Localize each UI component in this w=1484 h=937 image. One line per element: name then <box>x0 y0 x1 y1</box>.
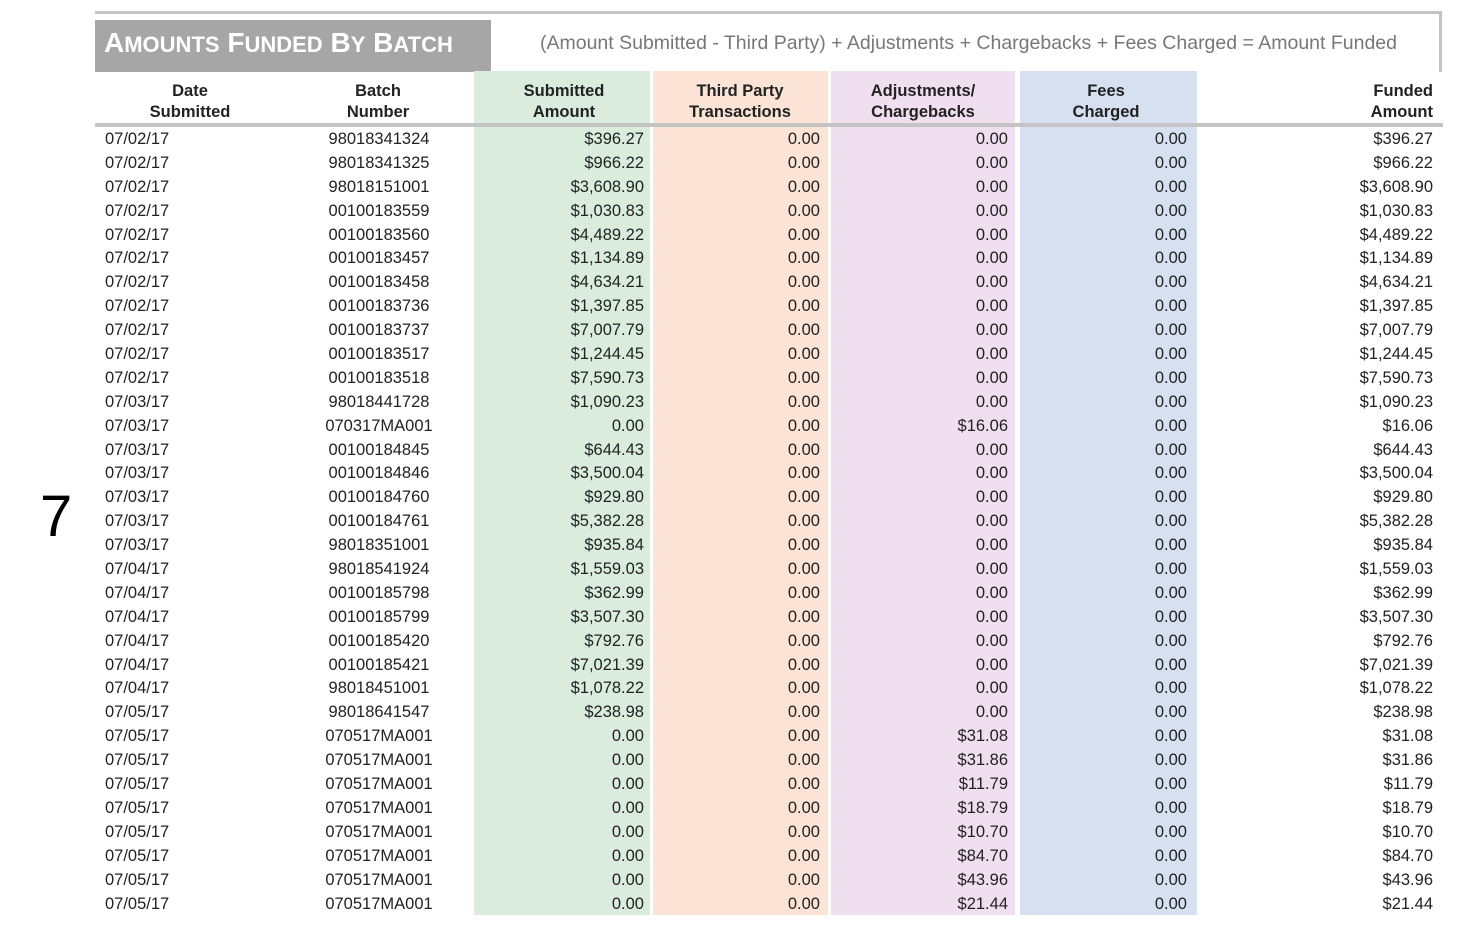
submitted-amount-cell: $7,007.79 <box>570 321 644 340</box>
funded-amount-cell: $7,590.73 <box>1359 368 1433 387</box>
funded-amount-cell: $1,090.23 <box>1359 392 1433 411</box>
funded-amount-cell: $929.80 <box>1373 488 1433 507</box>
date-cell: 07/02/17 <box>105 368 170 387</box>
header-divider <box>95 123 1443 127</box>
batch-number-cell: 00100185798 <box>328 583 430 602</box>
table-row <box>0 845 1484 869</box>
table-row <box>0 701 1484 725</box>
submitted-amount-cell: $4,489.22 <box>570 225 644 244</box>
report-title-text: AMOUNTS FUNDED BY BATCH <box>104 27 453 58</box>
adjustments-cell: 0.00 <box>975 583 1008 602</box>
adjustments-cell: $84.70 <box>957 846 1008 865</box>
submitted-amount-cell: $1,030.83 <box>570 201 644 220</box>
adjustments-cell: $21.44 <box>957 894 1008 913</box>
funded-amount-cell: $3,500.04 <box>1359 464 1433 483</box>
date-cell: 07/05/17 <box>105 822 170 841</box>
batch-number-cell: 98018151001 <box>328 177 430 196</box>
fees-cell: 0.00 <box>1154 536 1187 555</box>
fees-cell: 0.00 <box>1154 225 1187 244</box>
fees-cell: 0.00 <box>1154 321 1187 340</box>
table-row <box>0 224 1484 248</box>
table-row <box>0 749 1484 773</box>
third-party-cell: 0.00 <box>787 249 820 268</box>
date-cell: 07/05/17 <box>105 775 170 794</box>
table-row <box>0 797 1484 821</box>
submitted-amount-cell: $966.22 <box>584 153 644 172</box>
date-cell: 07/05/17 <box>105 870 170 889</box>
table-row <box>0 128 1484 152</box>
fees-cell: 0.00 <box>1154 130 1187 148</box>
date-cell: 07/05/17 <box>105 798 170 817</box>
date-cell: 07/05/17 <box>105 703 170 722</box>
table-row <box>0 677 1484 701</box>
adjustments-cell: 0.00 <box>975 249 1008 268</box>
date-cell: 07/03/17 <box>105 512 170 531</box>
fees-cell: 0.00 <box>1154 512 1187 531</box>
batch-number-cell: 00100184846 <box>328 464 430 483</box>
adjustments-cell: $16.06 <box>957 416 1008 435</box>
submitted-amount-cell: $1,397.85 <box>570 297 644 316</box>
submitted-amount-cell: $1,078.22 <box>570 679 644 698</box>
third-party-cell: 0.00 <box>787 631 820 650</box>
table-row <box>0 821 1484 845</box>
fees-cell: 0.00 <box>1154 583 1187 602</box>
submitted-amount-cell: $935.84 <box>584 536 644 555</box>
funded-amount-cell: $1,244.45 <box>1359 345 1433 364</box>
fees-cell: 0.00 <box>1154 846 1187 865</box>
submitted-amount-cell: $644.43 <box>584 440 644 459</box>
header-third-party <box>660 81 820 123</box>
funded-amount-cell: $935.84 <box>1373 536 1433 555</box>
submitted-amount-cell: 0.00 <box>611 870 644 889</box>
fees-cell: 0.00 <box>1154 679 1187 698</box>
third-party-cell: 0.00 <box>787 512 820 531</box>
fees-cell: 0.00 <box>1154 607 1187 626</box>
third-party-cell: 0.00 <box>787 488 820 507</box>
adjustments-cell: 0.00 <box>975 560 1008 579</box>
third-party-cell: 0.00 <box>787 130 820 148</box>
fees-cell: 0.00 <box>1154 870 1187 889</box>
table-row <box>0 439 1484 463</box>
submitted-amount-cell: $4,634.21 <box>570 273 644 292</box>
submitted-amount-cell: $3,507.30 <box>570 607 644 626</box>
funded-amount-cell: $16.06 <box>1382 416 1433 435</box>
date-cell: 07/05/17 <box>105 894 170 913</box>
funded-amount-cell: $3,608.90 <box>1359 177 1433 196</box>
batch-number-cell: 070517MA001 <box>325 798 433 817</box>
adjustments-cell: 0.00 <box>975 512 1008 531</box>
funded-amount-cell: $10.70 <box>1382 822 1433 841</box>
funded-amount-cell: $5,382.28 <box>1359 512 1433 531</box>
funded-amount-cell: $1,559.03 <box>1359 560 1433 579</box>
submitted-amount-cell: $3,608.90 <box>570 177 644 196</box>
third-party-cell: 0.00 <box>787 894 820 913</box>
third-party-cell: 0.00 <box>787 822 820 841</box>
third-party-cell: 0.00 <box>787 464 820 483</box>
funded-amount-cell: $238.98 <box>1373 703 1433 722</box>
adjustments-cell: 0.00 <box>975 130 1008 148</box>
batch-number-cell: 98018541924 <box>328 560 430 579</box>
adjustments-cell: 0.00 <box>975 440 1008 459</box>
adjustments-cell: 0.00 <box>975 536 1008 555</box>
fees-cell: 0.00 <box>1154 631 1187 650</box>
batch-number-cell: 00100184760 <box>328 488 430 507</box>
submitted-amount-cell: 0.00 <box>611 894 644 913</box>
batch-number-cell: 00100183559 <box>328 201 430 220</box>
adjustments-cell: 0.00 <box>975 631 1008 650</box>
adjustments-cell: $43.96 <box>957 870 1008 889</box>
fees-cell: 0.00 <box>1154 464 1187 483</box>
submitted-amount-cell: 0.00 <box>611 822 644 841</box>
header-funded-amount <box>1300 81 1433 123</box>
funded-amount-cell: $21.44 <box>1382 894 1433 913</box>
table-row <box>0 486 1484 510</box>
fees-cell: 0.00 <box>1154 703 1187 722</box>
third-party-cell: 0.00 <box>787 177 820 196</box>
funded-amount-cell: $31.08 <box>1382 727 1433 746</box>
header-adj-line2: Chargebacks <box>871 103 975 121</box>
third-party-cell: 0.00 <box>787 583 820 602</box>
third-party-cell: 0.00 <box>787 679 820 698</box>
header-adjustments <box>838 81 1008 123</box>
submitted-amount-cell: 0.00 <box>611 416 644 435</box>
funded-amount-cell: $7,007.79 <box>1359 321 1433 340</box>
batch-table-body <box>0 128 1484 916</box>
adjustments-cell: $31.08 <box>957 727 1008 746</box>
batch-number-cell: 070517MA001 <box>325 775 433 794</box>
adjustments-cell: 0.00 <box>975 392 1008 411</box>
fees-cell: 0.00 <box>1154 798 1187 817</box>
date-cell: 07/02/17 <box>105 273 170 292</box>
funded-amount-cell: $43.96 <box>1382 870 1433 889</box>
fees-cell: 0.00 <box>1154 727 1187 746</box>
date-cell: 07/04/17 <box>105 679 170 698</box>
header-submitted-line1: Submitted <box>523 82 605 100</box>
fees-cell: 0.00 <box>1154 440 1187 459</box>
header-submitted-amount <box>484 81 644 123</box>
fees-cell: 0.00 <box>1154 822 1187 841</box>
funded-amount-cell: $966.22 <box>1373 153 1433 172</box>
table-row <box>0 152 1484 176</box>
funding-formula: (Amount Submitted - Third Party) + Adjustments + Chargebacks + Fees Charged = Amount Funded <box>540 32 1398 54</box>
fees-cell: 0.00 <box>1154 751 1187 770</box>
batch-number-cell: 00100185421 <box>328 655 430 674</box>
submitted-amount-cell: $362.99 <box>584 583 644 602</box>
date-cell: 07/02/17 <box>105 249 170 268</box>
fees-cell: 0.00 <box>1154 416 1187 435</box>
funded-amount-cell: $1,078.22 <box>1359 679 1433 698</box>
header-date-line1: Date <box>172 82 208 100</box>
batch-number-cell: 98018341324 <box>328 130 430 148</box>
funded-amount-cell: $4,489.22 <box>1359 225 1433 244</box>
funded-amount-cell: $644.43 <box>1373 440 1433 459</box>
date-cell: 07/02/17 <box>105 345 170 364</box>
batch-number-cell: 98018441728 <box>328 392 430 411</box>
fees-cell: 0.00 <box>1154 894 1187 913</box>
funded-amount-cell: $1,030.83 <box>1359 201 1433 220</box>
table-row <box>0 343 1484 367</box>
submitted-amount-cell: 0.00 <box>611 846 644 865</box>
date-cell: 07/03/17 <box>105 536 170 555</box>
batch-number-cell: 00100183517 <box>328 345 430 364</box>
batch-number-cell: 00100184761 <box>328 512 430 531</box>
header-date-line2: Submitted <box>149 103 231 121</box>
fees-cell: 0.00 <box>1154 201 1187 220</box>
batch-number-cell: 00100184845 <box>328 440 430 459</box>
adjustments-cell: 0.00 <box>975 607 1008 626</box>
date-cell: 07/02/17 <box>105 130 170 148</box>
batch-number-cell: 98018351001 <box>328 536 430 555</box>
date-cell: 07/03/17 <box>105 416 170 435</box>
submitted-amount-cell: $1,559.03 <box>570 560 644 579</box>
table-row <box>0 893 1484 917</box>
adjustments-cell: 0.00 <box>975 703 1008 722</box>
date-cell: 07/03/17 <box>105 440 170 459</box>
submitted-amount-cell: $792.76 <box>584 631 644 650</box>
batch-number-cell: 98018341325 <box>328 153 430 172</box>
table-row <box>0 295 1484 319</box>
third-party-cell: 0.00 <box>787 273 820 292</box>
adjustments-cell: 0.00 <box>975 297 1008 316</box>
date-cell: 07/02/17 <box>105 153 170 172</box>
adjustments-cell: 0.00 <box>975 201 1008 220</box>
third-party-cell: 0.00 <box>787 392 820 411</box>
date-cell: 07/02/17 <box>105 177 170 196</box>
adjustments-cell: 0.00 <box>975 368 1008 387</box>
adjustments-cell: 0.00 <box>975 177 1008 196</box>
adjustments-cell: 0.00 <box>975 464 1008 483</box>
funded-amount-cell: $3,507.30 <box>1359 607 1433 626</box>
adjustments-cell: 0.00 <box>975 321 1008 340</box>
header-fees-line1: Fees <box>1087 82 1125 100</box>
fees-cell: 0.00 <box>1154 368 1187 387</box>
third-party-cell: 0.00 <box>787 703 820 722</box>
table-row <box>0 271 1484 295</box>
table-row <box>0 176 1484 200</box>
fees-cell: 0.00 <box>1154 345 1187 364</box>
table-row <box>0 630 1484 654</box>
batch-number-cell: 00100183457 <box>328 249 430 268</box>
table-row <box>0 367 1484 391</box>
date-cell: 07/03/17 <box>105 464 170 483</box>
header-funded-line2: Amount <box>1370 103 1433 121</box>
funded-amount-cell: $11.79 <box>1383 775 1433 794</box>
submitted-amount-cell: $5,382.28 <box>570 512 644 531</box>
third-party-cell: 0.00 <box>787 345 820 364</box>
table-row <box>0 415 1484 439</box>
submitted-amount-cell: $7,021.39 <box>570 655 644 674</box>
third-party-cell: 0.00 <box>787 440 820 459</box>
batch-number-cell: 070517MA001 <box>325 751 433 770</box>
adjustments-cell: $18.79 <box>957 798 1008 817</box>
header-third-line2: Transactions <box>689 103 791 121</box>
date-cell: 07/05/17 <box>105 846 170 865</box>
header-batch-line2: Number <box>346 103 410 121</box>
submitted-amount-cell: $1,090.23 <box>570 392 644 411</box>
header-date-submitted <box>120 81 260 123</box>
header-third-line1: Third Party <box>696 82 784 100</box>
table-row <box>0 773 1484 797</box>
third-party-cell: 0.00 <box>787 225 820 244</box>
third-party-cell: 0.00 <box>787 655 820 674</box>
funded-amount-cell: $1,134.89 <box>1359 249 1433 268</box>
page-number: 7 <box>40 484 73 549</box>
fees-cell: 0.00 <box>1154 297 1187 316</box>
header-fees-line2: Charged <box>1072 103 1140 121</box>
submitted-amount-cell: $1,134.89 <box>570 249 644 268</box>
submitted-amount-cell: $1,244.45 <box>570 345 644 364</box>
table-row <box>0 654 1484 678</box>
adjustments-cell: 0.00 <box>975 273 1008 292</box>
date-cell: 07/04/17 <box>105 655 170 674</box>
batch-number-cell: 00100183458 <box>328 273 430 292</box>
batch-number-cell: 00100183518 <box>328 368 430 387</box>
third-party-cell: 0.00 <box>787 798 820 817</box>
funded-amount-cell: $792.76 <box>1373 631 1433 650</box>
adjustments-cell: 0.00 <box>975 153 1008 172</box>
funded-amount-cell: $7,021.39 <box>1359 655 1433 674</box>
adjustments-cell: $10.70 <box>957 822 1008 841</box>
batch-number-cell: 00100183560 <box>328 225 430 244</box>
batch-number-cell: 00100185799 <box>328 607 430 626</box>
third-party-cell: 0.00 <box>787 846 820 865</box>
funded-amount-cell: $84.70 <box>1382 846 1433 865</box>
batch-number-cell: 98018641547 <box>328 703 430 722</box>
batch-number-cell: 070517MA001 <box>325 870 433 889</box>
batch-number-cell: 070517MA001 <box>325 822 433 841</box>
table-row <box>0 510 1484 534</box>
funded-amount-cell: $4,634.21 <box>1359 273 1433 292</box>
adjustments-cell: 0.00 <box>975 345 1008 364</box>
batch-number-cell: 070517MA001 <box>325 894 433 913</box>
third-party-cell: 0.00 <box>787 751 820 770</box>
fees-cell: 0.00 <box>1154 560 1187 579</box>
batch-number-cell: 98018451001 <box>328 679 430 698</box>
third-party-cell: 0.00 <box>787 536 820 555</box>
report-title <box>95 20 491 72</box>
funded-amount-cell: $1,397.85 <box>1359 297 1433 316</box>
table-row <box>0 869 1484 893</box>
date-cell: 07/04/17 <box>105 607 170 626</box>
table-row <box>0 582 1484 606</box>
submitted-amount-cell: 0.00 <box>611 751 644 770</box>
submitted-amount-cell: 0.00 <box>611 775 644 794</box>
table-row <box>0 319 1484 343</box>
fees-cell: 0.00 <box>1154 392 1187 411</box>
adjustments-cell: $31.86 <box>957 751 1008 770</box>
fees-cell: 0.00 <box>1154 273 1187 292</box>
submitted-amount-cell: $396.27 <box>584 130 644 148</box>
date-cell: 07/04/17 <box>105 583 170 602</box>
adjustments-cell: 0.00 <box>975 655 1008 674</box>
date-cell: 07/04/17 <box>105 560 170 579</box>
fees-cell: 0.00 <box>1154 775 1187 794</box>
third-party-cell: 0.00 <box>787 727 820 746</box>
submitted-amount-cell: $7,590.73 <box>570 368 644 387</box>
date-cell: 07/03/17 <box>105 488 170 507</box>
fees-cell: 0.00 <box>1154 249 1187 268</box>
header-batch-number <box>308 81 448 123</box>
batch-number-cell: 00100185420 <box>328 631 430 650</box>
table-row <box>0 391 1484 415</box>
third-party-cell: 0.00 <box>787 321 820 340</box>
header-fees-charged <box>1026 81 1186 123</box>
date-cell: 07/04/17 <box>105 631 170 650</box>
table-row <box>0 606 1484 630</box>
header-batch-line1: Batch <box>355 82 401 100</box>
funded-amount-cell: $18.79 <box>1382 798 1433 817</box>
submitted-amount-cell: 0.00 <box>611 798 644 817</box>
date-cell: 07/05/17 <box>105 727 170 746</box>
submitted-amount-cell: $3,500.04 <box>570 464 644 483</box>
fees-cell: 0.00 <box>1154 153 1187 172</box>
date-cell: 07/02/17 <box>105 297 170 316</box>
batch-number-cell: 070517MA001 <box>325 846 433 865</box>
table-row <box>0 725 1484 749</box>
date-cell: 07/02/17 <box>105 321 170 340</box>
third-party-cell: 0.00 <box>787 870 820 889</box>
table-row <box>0 200 1484 224</box>
fees-cell: 0.00 <box>1154 655 1187 674</box>
fees-cell: 0.00 <box>1154 177 1187 196</box>
table-row <box>0 247 1484 271</box>
date-cell: 07/03/17 <box>105 392 170 411</box>
third-party-cell: 0.00 <box>787 416 820 435</box>
third-party-cell: 0.00 <box>787 607 820 626</box>
batch-number-cell: 00100183737 <box>328 321 430 340</box>
header-adj-line1: Adjustments/ <box>870 82 976 100</box>
date-cell: 07/05/17 <box>105 751 170 770</box>
batch-number-cell: 00100183736 <box>328 297 430 316</box>
fees-cell: 0.00 <box>1154 488 1187 507</box>
third-party-cell: 0.00 <box>787 297 820 316</box>
third-party-cell: 0.00 <box>787 560 820 579</box>
adjustments-cell: $11.79 <box>958 775 1008 794</box>
adjustments-cell: 0.00 <box>975 488 1008 507</box>
batch-number-cell: 070517MA001 <box>325 727 433 746</box>
table-row <box>0 558 1484 582</box>
third-party-cell: 0.00 <box>787 775 820 794</box>
funded-amount-cell: $396.27 <box>1373 130 1433 148</box>
table-row <box>0 534 1484 558</box>
third-party-cell: 0.00 <box>787 201 820 220</box>
third-party-cell: 0.00 <box>787 368 820 387</box>
header-submitted-line2: Amount <box>532 103 596 121</box>
submitted-amount-cell: 0.00 <box>611 727 644 746</box>
date-cell: 07/02/17 <box>105 225 170 244</box>
header-funded-line1: Funded <box>1373 82 1433 100</box>
table-row <box>0 462 1484 486</box>
submitted-amount-cell: $929.80 <box>584 488 644 507</box>
funded-amount-cell: $362.99 <box>1373 583 1433 602</box>
third-party-cell: 0.00 <box>787 153 820 172</box>
adjustments-cell: 0.00 <box>975 225 1008 244</box>
funded-amount-cell: $31.86 <box>1382 751 1433 770</box>
batch-number-cell: 070317MA001 <box>325 416 433 435</box>
date-cell: 07/02/17 <box>105 201 170 220</box>
adjustments-cell: 0.00 <box>975 679 1008 698</box>
submitted-amount-cell: $238.98 <box>584 703 644 722</box>
